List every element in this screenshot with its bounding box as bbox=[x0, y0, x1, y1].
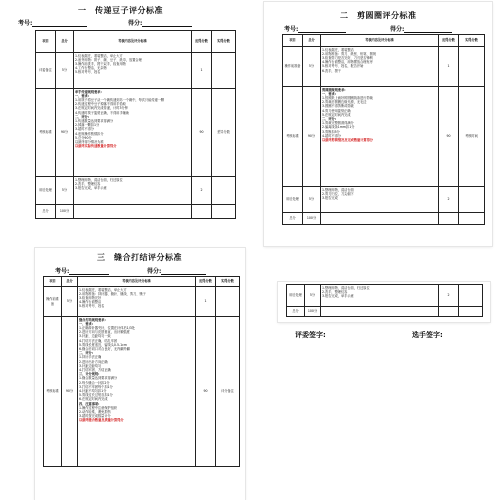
table-row bbox=[36, 205, 236, 219]
row-content bbox=[321, 307, 439, 317]
row-due: 90 bbox=[192, 89, 212, 177]
table-row bbox=[36, 177, 236, 205]
contestant-signature-label: 选手签字: bbox=[412, 331, 443, 339]
score-sheet-1 bbox=[10, 5, 235, 245]
header-due: 应得分数 bbox=[439, 35, 459, 47]
row-content: 1.仪表端庄，着装整洁 2.用物准备：剪刀、纸张、铅笔、圆规 3.检查剪刀是否完好，刀刃是否锋利 4.操作台面整洁，用物摆放合理有序 5.核对考号、姓名，报告开始 6.洗手，擦干 bbox=[321, 47, 439, 87]
red-note: 以最终缝合数量及质量计算得分 bbox=[79, 418, 124, 423]
sheet-title: 三 缝合打结评分标准 bbox=[97, 253, 182, 262]
score-label: 得分: bbox=[390, 26, 405, 33]
row-content bbox=[321, 213, 439, 225]
score-table bbox=[35, 30, 236, 219]
table-row bbox=[283, 47, 485, 87]
exam-number-label: 考号: bbox=[18, 20, 33, 27]
header-total: 总分 bbox=[62, 277, 78, 287]
row-content: 剪圆圈规则要求: 一、要求: 1.按照纸上画好的圆圈线条进行剪裁 2.剪裁后圆圈边缘光滑，无毛边 3.圆圈不得剪断或剪破 4.剪刀使用姿势正确 5.在规定时间内完成 二、评分: 1.剪裁完整圆滑得满分 2.偏离线条1mm扣1分 3.剪断扣5分 4.超时不得分 以最终剪圆情况及完成数量计算得分 bbox=[321, 87, 439, 187]
header-due: 应得分数 bbox=[196, 277, 216, 287]
row-due: 2 bbox=[439, 285, 459, 307]
row-got[interactable] bbox=[459, 47, 485, 87]
row-got[interactable] bbox=[459, 307, 483, 317]
row-due: 2 bbox=[439, 187, 459, 213]
row-due: 1 bbox=[196, 287, 216, 317]
row-content: 1.整理用物，清洁台面，归还原位 2.洗手，整理仪容 3.报告完成，举手示意 bbox=[321, 285, 439, 307]
row-item: 考核标准 bbox=[44, 317, 62, 467]
row-item: 总分 bbox=[287, 307, 305, 317]
table-row bbox=[36, 89, 236, 177]
row-got[interactable] bbox=[459, 187, 485, 213]
table-row bbox=[287, 285, 483, 307]
table-row bbox=[44, 287, 240, 317]
score-sheet-2 bbox=[264, 2, 492, 246]
table-row bbox=[36, 53, 236, 89]
score-table bbox=[282, 34, 485, 225]
row-content: 1.整理用物，清洁台面 2.剪刀归位，刀尖朝下 3.报告完成 bbox=[321, 187, 439, 213]
row-note: 差异分数 bbox=[212, 89, 236, 177]
score-field bbox=[128, 18, 192, 27]
row-due: 90 bbox=[196, 317, 216, 467]
header-content: 考核内容及评分标准 bbox=[321, 35, 439, 47]
row-item: 考核标准 bbox=[36, 89, 56, 177]
header-total: 总分 bbox=[303, 35, 321, 47]
row-content: 单手传递规则要求: 一、要求: 1.用筷子将豆子从一个碗传递到另一个碗中，每次只能传递一颗 2.传递过程中豆子掉落不得用手拾取 3.在规定时间内完成传递，计时3分钟 4.传递时筷子姿势正确，不得用手辅助 二、评分: 1.传递数量达到要求得满分 2.掉落一颗扣1分 3.超时不得分 4.违规操作酌情扣分 5.总分90分 以最终得分情况为准 以最终实际传递数量计算得分 bbox=[74, 89, 192, 177]
row-item: 用后处理 bbox=[36, 177, 56, 205]
row-content bbox=[74, 205, 192, 219]
table-header-row bbox=[36, 31, 236, 53]
row-total: 90分 bbox=[62, 317, 78, 467]
row-due: 2 bbox=[192, 177, 212, 205]
header-item: 项目 bbox=[36, 31, 56, 53]
row-total: 5分 bbox=[56, 53, 74, 89]
header-item: 项目 bbox=[44, 277, 62, 287]
red-note: 以最终剪圆情况及完成数量计算得分 bbox=[322, 137, 373, 142]
row-item: 总分 bbox=[283, 213, 303, 225]
row-item: 评委备注 bbox=[36, 53, 56, 89]
row-got[interactable] bbox=[212, 177, 236, 205]
header-total: 总分 bbox=[56, 31, 74, 53]
red-note: 以最终实际传递数量计算得分 bbox=[75, 144, 117, 149]
row-due: 1 bbox=[192, 53, 212, 89]
table-header-row bbox=[283, 35, 485, 47]
row-item: 考核标准 bbox=[283, 87, 303, 187]
header-got: 实得分数 bbox=[459, 35, 485, 47]
header-item: 项目 bbox=[283, 35, 303, 47]
row-note: 评分备注 bbox=[216, 317, 240, 467]
row-total: 5分 bbox=[305, 285, 321, 307]
header-got: 实得分数 bbox=[216, 277, 240, 287]
row-got[interactable] bbox=[212, 205, 236, 219]
row-got[interactable] bbox=[212, 53, 236, 89]
score-label: 得分: bbox=[128, 20, 143, 27]
row-got[interactable] bbox=[216, 287, 240, 317]
table-row bbox=[283, 213, 485, 225]
score-table bbox=[43, 276, 240, 467]
row-content: 缝合打结规则要求: 一、要求: 1.正确持针器夹针，位置在针体后1/3处 2.进针方向与皮肤垂直，出针顺弧度 3.针距、边距均匀一致 4.打结方法正确，结扎牢固 5.剪线长度适宜，留线头0.5-1cm 6.缝合后切口对合良好，无内翻外翻 二、评分: 1.持针手法正确 2.进针出针方向正确 3.针距边距均匀 4.打结牢固，方结正确 三、计分规则: 1.缝合数量达到要求得满分 2.每少缝合一针扣2分 3.打结不牢固每个扣1分 4.针距不均匀扣1分 5.剪线过长过短各扣1分 6.在规定时间内完成 四、注意事项: 1.操作过程中注意保护组织 2.动作轻柔，避免损伤 3.超时按完成数量计分 以最终缝合数量及质量计算得分 bbox=[78, 317, 196, 467]
row-total: 100分 bbox=[305, 307, 321, 317]
row-item: 总分 bbox=[36, 205, 56, 219]
row-item: 用后处理 bbox=[287, 285, 305, 307]
header-got: 实得分数 bbox=[212, 31, 236, 53]
row-item: 操作前准备 bbox=[44, 287, 62, 317]
row-total: 90分 bbox=[56, 89, 74, 177]
row-item: 用后处理 bbox=[283, 187, 303, 213]
header-due: 应得分数 bbox=[192, 31, 212, 53]
score-field bbox=[390, 24, 452, 33]
row-due bbox=[192, 205, 212, 219]
row-due: 1 bbox=[439, 47, 459, 87]
score-label: 得分: bbox=[147, 268, 162, 275]
sheet-title: 一 传递豆子评分标准 bbox=[78, 6, 163, 15]
exam-number-label: 考号: bbox=[284, 26, 299, 33]
score-table bbox=[286, 284, 483, 317]
row-note: 考核时间 bbox=[459, 87, 485, 187]
score-sheet-4 bbox=[278, 282, 490, 322]
table-row bbox=[44, 317, 240, 467]
exam-number-field bbox=[55, 266, 109, 275]
exam-number-field bbox=[18, 18, 87, 27]
sheet-title: 二 剪圆圈评分标准 bbox=[340, 11, 417, 20]
header-content: 考核内容及评分标准 bbox=[78, 277, 196, 287]
score-field bbox=[147, 266, 206, 275]
row-due bbox=[439, 307, 459, 317]
row-total: 5分 bbox=[62, 287, 78, 317]
row-total: 5分 bbox=[56, 177, 74, 205]
row-got[interactable] bbox=[459, 213, 485, 225]
row-total: 5分 bbox=[303, 47, 321, 87]
row-got[interactable] bbox=[459, 285, 483, 307]
row-due bbox=[439, 213, 459, 225]
row-content: 1.仪表端庄，着装整洁，举止大方 2.用物准备：持针器、缝针、缝线、剪刀、镊子 3.检查用物完好 4.操作台面整洁 5.核对考号、姓名 bbox=[78, 287, 196, 317]
judge-signature-label: 评委签字: bbox=[295, 331, 326, 339]
table-row bbox=[287, 307, 483, 317]
table-header-row bbox=[44, 277, 240, 287]
score-sheet-3 bbox=[35, 248, 245, 500]
header-content: 考核内容及评分标准 bbox=[74, 31, 192, 53]
exam-number-field bbox=[284, 24, 346, 33]
exam-number-label: 考号: bbox=[55, 268, 70, 275]
row-total: 100分 bbox=[56, 205, 74, 219]
row-due: 90 bbox=[439, 87, 459, 187]
table-row bbox=[283, 87, 485, 187]
row-content: 1.整理用物，清洁台面，归还原位 2.洗手，整理仪容 3.报告完成，举手示意 bbox=[74, 177, 192, 205]
row-total: 100分 bbox=[303, 213, 321, 225]
row-total: 5分 bbox=[303, 187, 321, 213]
row-item: 操作前准备 bbox=[283, 47, 303, 87]
row-content: 1.仪表端庄，着装整洁，举止大方 2.备齐用物：筷子、碗、豆子、纸巾，放置合理 3.操作前洗手，擦干双手，检查用物 4.工作台整洁，无杂物 5.核对考号、姓名 bbox=[74, 53, 192, 89]
row-total: 90分 bbox=[303, 87, 321, 187]
table-row bbox=[283, 187, 485, 213]
